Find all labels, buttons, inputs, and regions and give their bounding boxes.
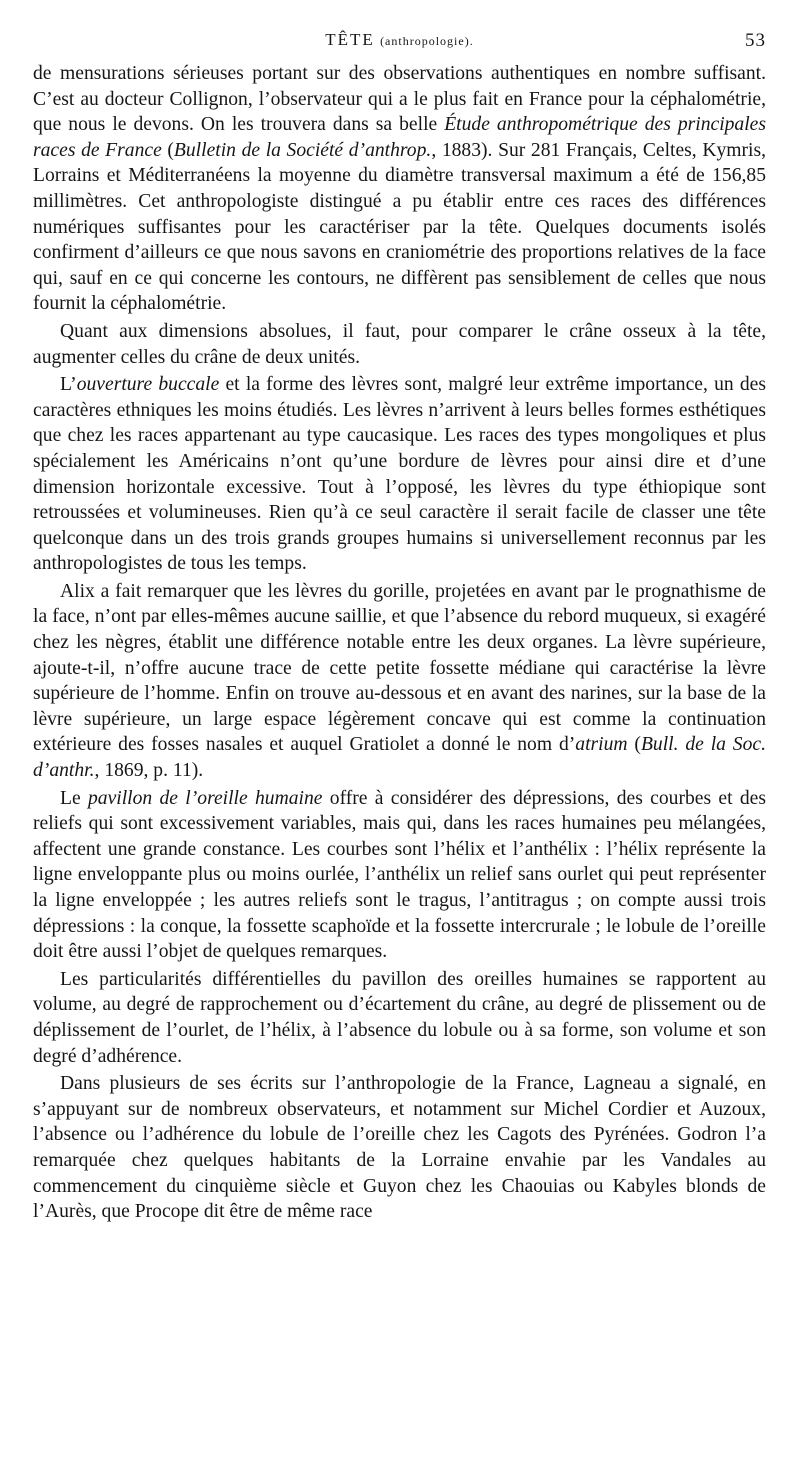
page-number: 53 — [745, 30, 766, 51]
paragraph-continued — [33, 61, 766, 317]
italic-run-citation: Bulletin de la Société d’anthrop. — [173, 139, 432, 161]
running-head — [33, 30, 766, 56]
body-text — [33, 61, 766, 1225]
italic-run-term: atrium — [575, 734, 628, 756]
text-run: Dans plusieurs de ses écrits sur l’anthropologie de la France, Lagneau a signalé, en s’appuyant sur de nombreux observateurs, et notamment sur Michel Cordier et Auzoux, l’absence ou l’adhérence du lobule de l’oreille chez les Cagots des Pyrénées. Godron l’a remarquée chez quelques habitants de la Lorraine envahie par les Vandales au commencement du cinquième siècle et Guyon chez les Chaouias ou Kabyles blonds de l’Aurès, que Procope dit être de même race — [33, 1073, 766, 1223]
text-run: L’ — [60, 374, 77, 396]
text-run: Le — [60, 787, 88, 809]
text-run: Quant aux dimensions absolues, il faut, pour comparer le crâne osseux à la tête, augmenter celles du crâne de deux unités. — [33, 320, 766, 368]
text-run: , 1883). Sur 281 Français, Celtes, Kymris, Lorrains et Méditerranéens la moyenne du diamètre transversal maximum a été de 156,85 millimètres. Cet anthropologiste distingué a pu établir entre ces races des différences numériques suffisantes pour les caractériser par la tête. Quelques documents isolés confirment d’ailleurs ce que nous savons en craniométrie des proportions relatives de la face qui, sauf en ce qui concerne les contours, ne diffèrent pas sensiblement de celles que nous fournit la céphalométrie. — [33, 139, 766, 315]
italic-run-term: ouverture buccale — [76, 374, 220, 396]
running-head-title: TÊTE — [325, 30, 375, 49]
paragraph-lagneau — [33, 1071, 766, 1225]
italic-run-term: pavillon de l’oreille humaine — [87, 787, 323, 809]
paragraph-ouverture-buccale — [33, 372, 766, 577]
text-run: et la forme des lèvres sont, malgré leur extrême importance, un des caractères ethniques les moins étudiés. Les lèvres n’arrivent à leurs belles formes esthétiques que chez les races appartenant au type caucasique. Les races des types mongoliques et plus spécialement les Américains n’ont qu’une bordure de lèvres pour ainsi dire et d’une dimension horizontale excessive. Tout à l’opposé, les lèvres du type éthiopique sont retroussées et volumineuses. Rien qu’à ce seul caractère il serait facile de classer une tête quelconque dans un des trois grands groupes humains si universellement reconnus par les anthropologistes de tous les temps. — [33, 374, 766, 575]
paragraph-particularites — [33, 967, 766, 1069]
text-run: ( — [627, 734, 641, 756]
paragraph-alix — [33, 579, 766, 784]
text-run: Alix a fait remarquer que les lèvres du gorille, projetées en avant par le prognathisme de la face, n’ont par elles-mêmes aucune saillie, et que l’absence du rebord muqueux, si exagéré chez les nègres, établit une différence notable entre les deux organes. La lèvre supérieure, ajoute-t-il, n’offre aucune trace de cette petite fossette médiane qui caractérise la lèvre supérieure de l’homme. Enfin on trouve au-dessous et en avant des narines, sur la base de la lèvre supérieure, un large espace légèrement concave qui est comme la continuation extérieure des fosses nasales et auquel Gratiolet a donné le nom d’ — [33, 580, 766, 756]
text-run: ( — [161, 139, 174, 161]
italic-run-citation: Bull. de la Soc. d’anthr. — [33, 734, 766, 782]
text-run: Les particularités différentielles du pavillon des oreilles humaines se rapportent au volume, au degré de rapprochement ou d’écartement du crâne, au degré de plissement ou de déplissement de l’ourlet, de l’hélix, à l’absence du lobule ou à sa forme, son volume et son degré d’adhérence. — [33, 968, 766, 1067]
paragraph-pavillon — [33, 786, 766, 965]
italic-run-title: Étude anthropométrique des principales races de France — [33, 114, 766, 161]
text-run: offre à considérer des dépressions, des courbes et des reliefs qui sont excessivement variables, mais qui, dans les races humaines peu mélangées, affectent une grande constance. Les courbes sont l’hélix et l’anthélix : l’hélix représente la ligne enveloppante plus ou moins ourlée, l’anthélix un relief sans ourlet qui peut représenter la ligne enveloppée ; les autres reliefs sont le tragus, l’antitragus ; on compte aussi trois dépressions : la conque, la fossette scaphoïde et la fossette intercrurale ; le lobule de l’oreille doit être aussi l’objet de quelques remarques. — [33, 787, 766, 963]
text-run: , 1869, p. 11). — [94, 760, 204, 782]
running-head-subtitle: (anthropologie). — [380, 34, 474, 48]
text-run: de mensurations sérieuses portant sur des observations authentiques en nombre suffisant. C’est au docteur Collignon, l’observateur qui a le plus fait en France pour la céphalométrie, que nous le devons. On les trouvera dans sa belle — [33, 63, 766, 136]
paragraph-dimensions — [33, 319, 766, 370]
